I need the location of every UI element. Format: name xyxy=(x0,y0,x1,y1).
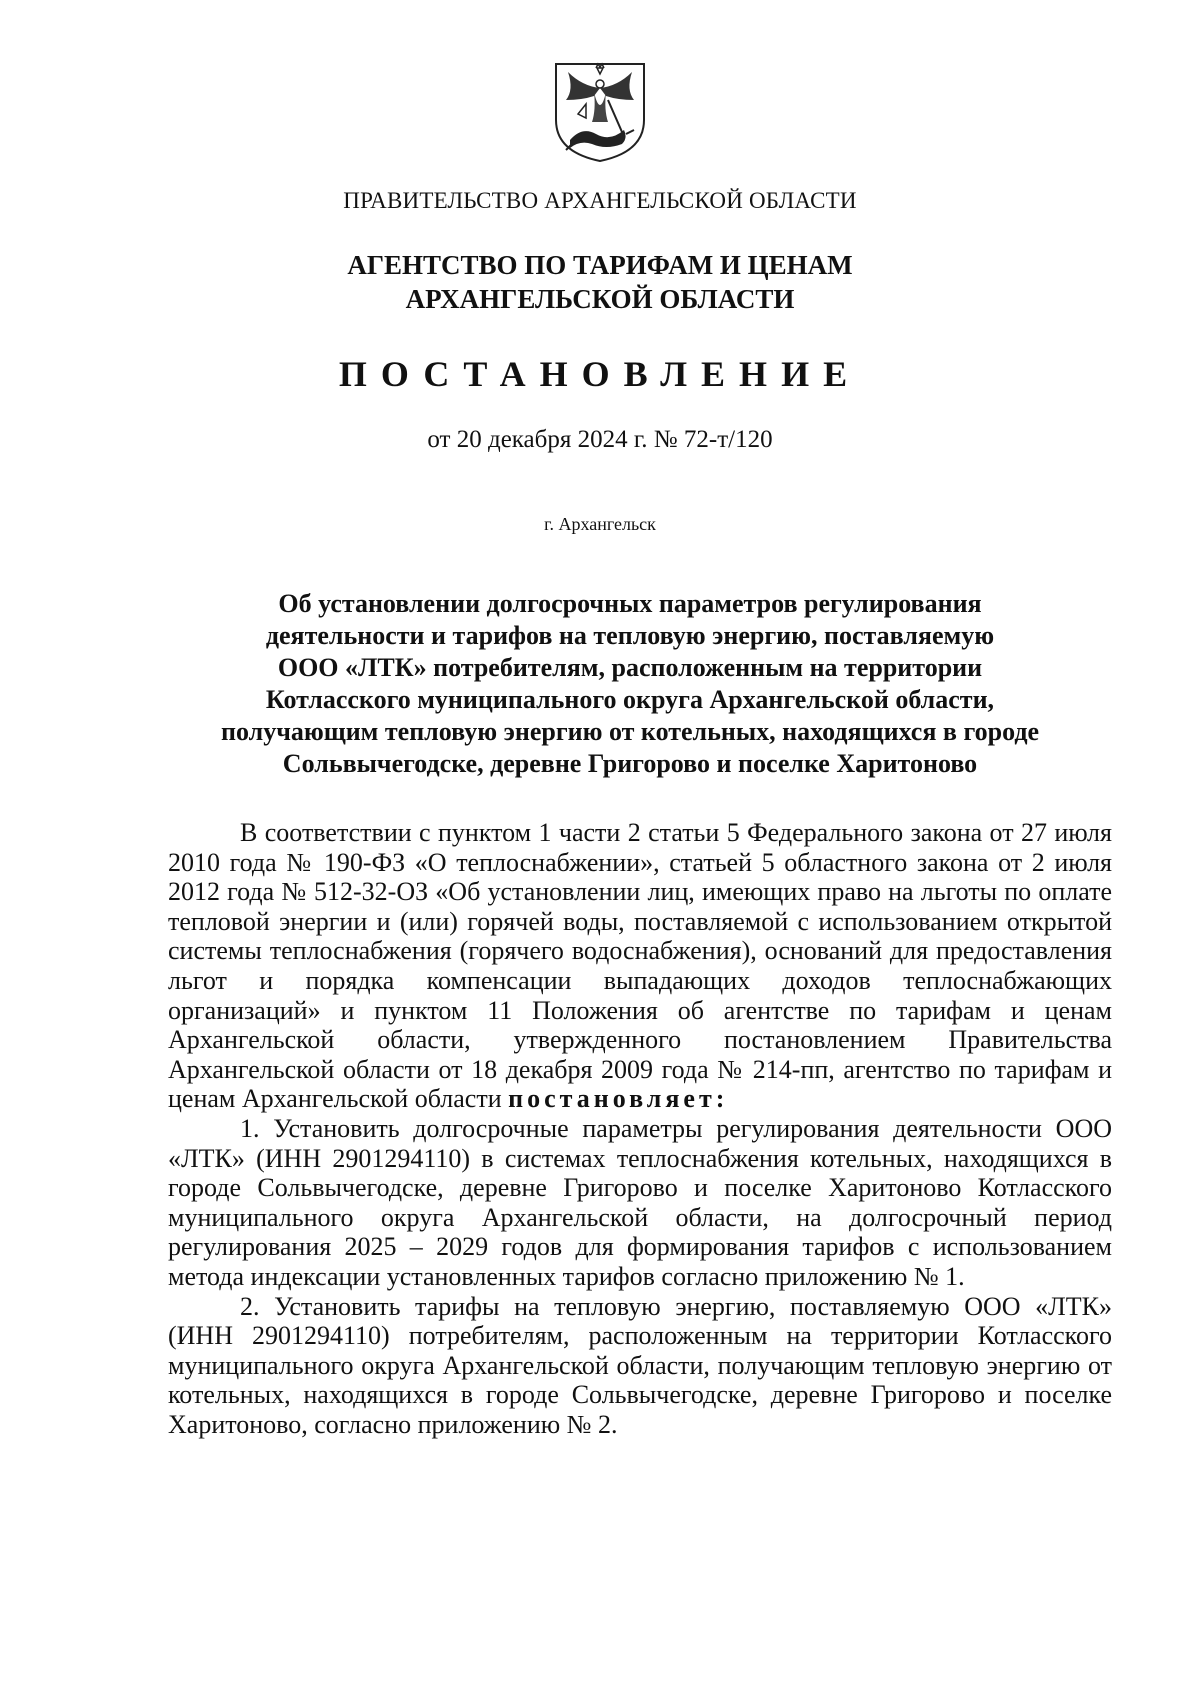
document-type: ПОСТАНОВЛЕНИЕ xyxy=(338,354,862,394)
document-city: г. Архангельск xyxy=(544,514,656,534)
decree-word: постановляет xyxy=(508,1084,716,1114)
preamble-text: В соответствии с пунктом 1 части 2 статьи 5 Федерального закона от 27 июля 2010 года № 190-ФЗ «О теплоснабжении», статьей 5 областного закона от 2 июля 2012 года № 512-32-ОЗ «Об установлении лиц, имеющих право на льготы по оплате тепловой энергии и (или) горячей воды, поставляемой с использованием открытой системы теплоснабжения (горячего водоснабжения), оснований для предоставления льгот и порядка компенсации выпадающих доходов теплоснабжающих организаций» и пунктом 11 Положения об агентстве по тарифам и ценам Архангельской области, утвержденного постановлением Правительства Архангельской области от 18 декабря 2009 года № 214-пп, агентство по тарифам и ценам Архангельской области xyxy=(168,818,1112,1114)
agency-name xyxy=(0,248,1200,316)
title-line: Об установлении долгосрочных параметров регулирования xyxy=(278,589,982,618)
title-line: Котласского муниципального округа Архангельской области, xyxy=(265,685,995,714)
document-body xyxy=(168,818,1112,1439)
title-line: Сольвычегодске, деревне Григорово и поселке Харитоново xyxy=(282,749,978,778)
title-line: получающим тепловую энергию от котельных, находящихся в городе xyxy=(220,717,1040,746)
document-title xyxy=(170,588,1090,780)
item-paragraph: 2. Установить тарифы на тепловую энергию, поставляемую ООО «ЛТК» (ИНН 2901294110) потребителям, расположенным на территории Котласского муниципального округа Архангельской области, получающим тепловую энергию от котельных, находящихся в городе Сольвычегодске, деревне Григорово и поселке Харитоново, согласно приложению № 2. xyxy=(168,1291,1112,1439)
decree-colon: : xyxy=(715,1084,725,1114)
title-line: деятельности и тарифов на тепловую энергию, поставляемую xyxy=(265,621,995,650)
title-line: ООО «ЛТК» потребителям, расположенным на территории xyxy=(277,653,983,682)
agency-name-line: АРХАНГЕЛЬСКОЙ ОБЛАСТИ xyxy=(405,284,795,314)
preamble-paragraph xyxy=(168,818,1112,1114)
item-paragraph: 1. Установить долгосрочные параметры регулирования деятельности ООО «ЛТК» (ИНН 2901294110) в системах теплоснабжения котельных, находящихся в городе Сольвычегодске, деревне Григорово и поселке Харитоново Котласского муниципального округа Архангельской области, на долгосрочный период регулирования 2025 – 2029 годов для формирования тарифов с использованием метода индексации установленных тарифов согласно приложению № 1. xyxy=(168,1113,1112,1291)
government-name: ПРАВИТЕЛЬСТВО АРХАНГЕЛЬСКОЙ ОБЛАСТИ xyxy=(343,188,857,213)
coat-of-arms-icon xyxy=(552,60,648,164)
document-date-number: от 20 декабря 2024 г. № 72-т/120 xyxy=(427,426,773,453)
agency-name-line: АГЕНТСТВО ПО ТАРИФАМ И ЦЕНАМ xyxy=(347,250,853,280)
